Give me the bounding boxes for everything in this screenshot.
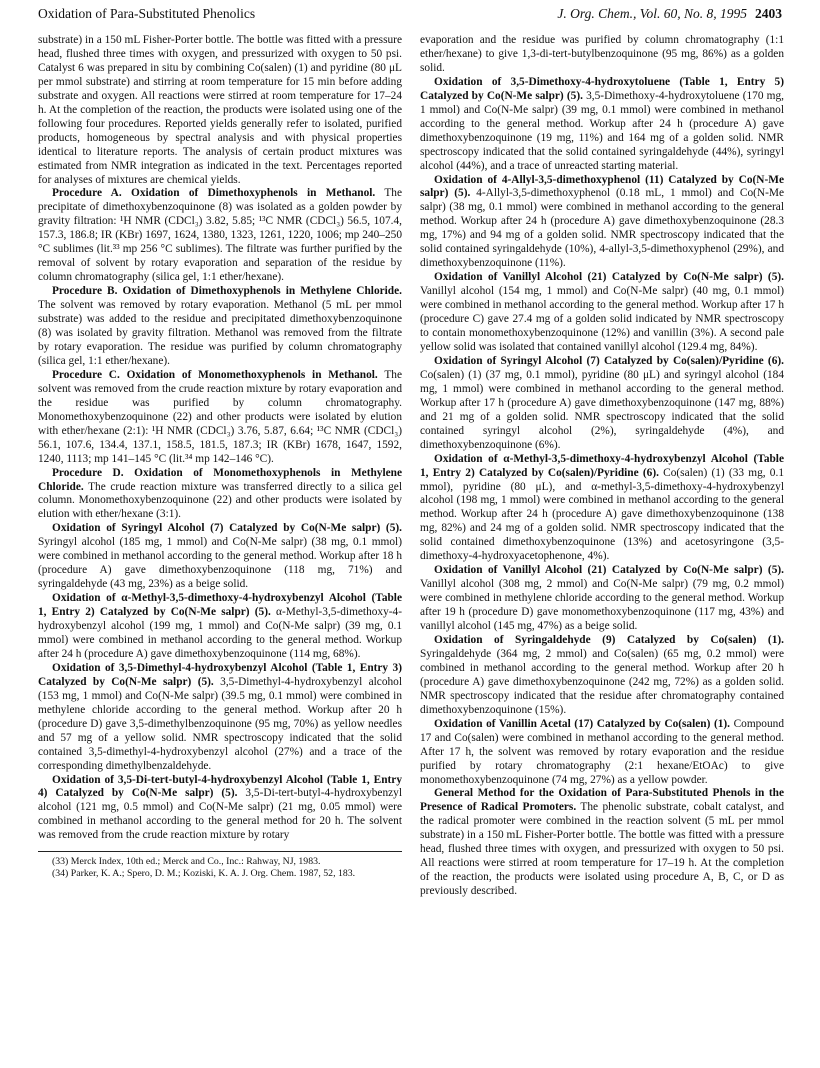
header-title: Oxidation of Para-Substituted Phenolics (38, 6, 256, 21)
paragraph (38, 187, 402, 285)
paragraph (420, 787, 784, 899)
paragraph (38, 592, 402, 662)
paragraph (420, 174, 784, 272)
header-citation: J. Org. Chem., Vol. 60, No. 8, 1995 (557, 6, 747, 21)
paragraph (38, 522, 402, 592)
footnotes (38, 851, 402, 880)
paragraph (420, 564, 784, 634)
paragraph (420, 76, 784, 174)
paragraph (420, 355, 784, 453)
paragraph-heading: Oxidation of 3,5-Di-tert-butyl-4-hydroxybenzyl Alcohol (Table 1, Entry 4) Catalyzed by Co(N-Me salpr) (5). (38, 773, 402, 800)
page-number: 2403 (755, 6, 782, 21)
paragraph-heading: Oxidation of Vanillyl Alcohol (21) Catalyzed by Co(N-Me salpr) (5). (434, 564, 784, 577)
paragraph-text: Syringyl alcohol (185 mg, 1 mmol) and Co(N-Me salpr) (38 mg, 0.1 mmol) were combined in methanol according to the general method. Workup after 18 h (procedure A) gave dimethoxybenzoquinone (118 mg, 71%) and syringaldehyde (43 mg, 23%) as a beige solid. (38, 536, 402, 591)
paragraph (420, 634, 784, 718)
paragraph-heading: Oxidation of 4-Allyl-3,5-dimethoxyphenol (11) Catalyzed by Co(N-Me salpr) (5). (420, 173, 784, 200)
paragraph (38, 467, 402, 523)
paragraph-heading: Procedure C. Oxidation of Monomethoxyphenols in Methanol. (52, 368, 378, 381)
paragraph-heading: General Method for the Oxidation of Para-Substituted Phenols in the Presence of Radical Promoters. (420, 787, 784, 814)
paragraph-text: The crude reaction mixture was transferred directly to a silica gel column. Monomethoxybenzoquinone (22) and other products were isolated by elution with ether/hexane (3:1). (38, 480, 402, 521)
paragraph-text: Co(salen) (1) (37 mg, 0.1 mmol), pyridine (80 μL) and syringyl alcohol (184 mg, 1 mmol) were combined in methanol according to the general method. Workup after 17 h (procedure A) gave dimethoxybenzoquinone (147 mg, 88%) and 21 mg of a golden solid. NMR spectroscopy indicated that the solid contained syringyl alcohol (2%), syringaldehyde (4%), and dimethoxybenzoquinone (6%). (420, 368, 784, 451)
paragraph (420, 718, 784, 788)
right-column (420, 34, 784, 899)
paragraph-text: The solvent was removed by rotary evaporation. Methanol (5 mL per mmol substrate) was added to the residue and precipitated dimethoxybenzoquinone (8) was isolated by gravity filtration. Methanol was removed from the filtrate by rotary evaporation. The residue was purified by column chromatography (silica gel, 1:1 ether/hexane). (38, 299, 402, 367)
paragraph (38, 369, 402, 467)
paragraph-text: 3,5-Dimethoxy-4-hydroxytoluene (170 mg, 1 mmol) and Co(N-Me salpr) (39 mg, 0.1 mmol) were combined in methanol according to the general method. Workup after 24 h (procedure A) gave dimethoxybenzoquinone (19 mg, 11%) and 164 mg of a golden solid. NMR spectroscopy indicated that the solid contained syringaldehyde (44%), syringyl alcohol (44%), and a trace of unreacted starting material. (420, 89, 784, 172)
paragraph-text: α-Methyl-3,5-dimethoxy-4-hydroxybenzyl alcohol (199 mg, 1 mmol) and Co(N-Me salpr) (39 mg, 0.1 mmol) were combined in methanol according to the general method. Workup after 24 h (procedure A) gave dimethoxybenzoquinone (114 mg, 68%). (38, 606, 402, 660)
paragraph (38, 662, 402, 774)
left-paragraphs (38, 34, 402, 843)
paragraph (38, 34, 402, 187)
paragraph-heading: Procedure D. Oxidation of Monomethoxyphenols in Methylene Chloride. (38, 466, 402, 493)
paragraph (420, 271, 784, 355)
header-journal (557, 6, 782, 22)
paragraph-text: 3,5-Dimethyl-4-hydroxybenzyl alcohol (153 mg, 1 mmol) and Co(N-Me salpr) (39.5 mg, 0.1 mmol) were combined in methylene chloride according to the general method. Workup after 20 h (procedure D) gave 3,5-dimethylbenzoquinone (95 mg, 70%) as yellow needles and 57 mg of a yellow solid. NMR spectroscopy indicated that the solid contained 3,5-dimethyl-4-hydroxybenzyl alcohol (27%) and a trace of the corresponding dimethylbenzaldehyde. (38, 675, 402, 772)
paragraph-text: Syringaldehyde (364 mg, 2 mmol) and Co(salen) (65 mg, 0.2 mmol) were combined in methanol according to the general method. Workup after 20 h (procedure A) gave dimethoxybenzoquinone (242 mg, 72%) as a golden solid. NMR spectroscopy indicated that the residue after chromatography contained dimethoxybenzoquinone (15%). (420, 647, 784, 716)
paragraph-text: Co(salen) (1) (33 mg, 0.1 mmol), pyridine (80 μL), and α-methyl-3,5-dimethoxy-4-hydroxybenzyl alcohol (198 mg, 1 mmol) were combined in methanol according to the general method. Workup after 24 h (procedure A) gave dimethoxybenzoquinone (138 mg, 82%) and 24 mg of a golden solid. NMR spectroscopy indicated that the solid contained dimethoxybenzoquinone (13%) and acetosyringone (3,5-dimethoxy-4-hydroxyacetophenone, 4%). (420, 466, 784, 563)
paragraph-text: The precipitate of dimethoxybenzoquinone (8) was isolated as a golden powder by gravity filtration: ¹H NMR (CDCl₃) 3.82, 5.85; ¹³C NMR (CDCl₃) 56.5, 107.4, 157.3, 186.8; IR (KBr) 1697, 1624, 1380, 1323, 1261, 1220, 1006; mp 240–250 °C sublimes (lit.³³ mp 256 °C sublimes). The filtrate was further purified by the removal of solvent by rotary evaporation and separation of the residue by column chromatography (silica gel, 1:1 ether/hexane). (38, 187, 402, 284)
paragraph-heading: Oxidation of Syringyl Alcohol (7) Catalyzed by Co(salen)/Pyridine (6). (434, 354, 784, 367)
paragraph-text: Vanillyl alcohol (308 mg, 2 mmol) and Co(N-Me salpr) (79 mg, 0.2 mmol) were combined in methylene chloride according to the general method. Workup after 19 h (procedure D) gave monomethoxybenzoquinone (117 mg, 43%) and vanillyl alcohol (145 mg, 47%) as a beige solid. (420, 578, 784, 633)
paragraph-heading: Oxidation of α-Methyl-3,5-dimethoxy-4-hydroxybenzyl Alcohol (Table 1, Entry 2) Catalyzed by Co(salen)/Pyridine (6). (420, 452, 784, 479)
paragraph-heading: Oxidation of Syringyl Alcohol (7) Catalyzed by Co(N-Me salpr) (5). (52, 522, 402, 535)
running-header (38, 6, 782, 28)
paragraph-heading: Oxidation of Vanillyl Alcohol (21) Catalyzed by Co(N-Me salpr) (5). (434, 271, 784, 284)
footnote: (34) Parker, K. A.; Spero, D. M.; Koziski, K. A. J. Org. Chem. 1987, 52, 183. (52, 868, 356, 880)
left-column (38, 34, 402, 880)
paragraph (38, 774, 402, 844)
paragraph-text: 3,5-Di-tert-butyl-4-hydroxybenzyl alcohol (121 mg, 0.5 mmol) and Co(N-Me salpr) (21 mg, 0.05 mmol) were combined in methanol according to the general method for 20 h. The solvent was removed from the crude reaction mixture by rotary (38, 787, 402, 842)
paragraph-heading: Oxidation of Syringaldehyde (9) Catalyzed by Co(salen) (1). (434, 633, 784, 646)
paragraph-heading: Oxidation of 3,5-Dimethyl-4-hydroxybenzyl Alcohol (Table 1, Entry 3) Catalyzed by Co(N-Me salpr) (5). (38, 661, 402, 688)
paragraph (420, 453, 784, 565)
paragraph-text: Compound 17 and Co(salen) were combined in methanol according to the general method. After 17 h, the solvent was removed by rotary evaporation and the residue purified by rotary chromatography (2:1 hexane/EtOAc) to give monomethoxybenzoquinone (74 mg, 27%) as a yellow powder. (420, 717, 784, 786)
paragraph-text: Vanillyl alcohol (154 mg, 1 mmol) and Co(N-Me salpr) (40 mg, 0.1 mmol) were combined in methanol according to the general method. Workup after 17 h (procedure C) gave 27.4 mg of a golden solid indicated by NMR spectroscopy to contain monomethoxybenzoquinone (12%) and vanillin (3%). A second pale yellow solid was isolated that contained vanillyl alcohol (129.4 mg, 84%). (420, 285, 784, 353)
paragraph-heading: Oxidation of Vanillin Acetal (17) Catalyzed by Co(salen) (1). (434, 717, 731, 730)
paragraph-heading: Procedure B. Oxidation of Dimethoxyphenols in Methylene Chloride. (52, 285, 402, 298)
paragraph (38, 285, 402, 369)
paragraph-heading: Oxidation of α-Methyl-3,5-dimethoxy-4-hydroxybenzyl Alcohol (Table 1, Entry 2) Catalyzed by Co(N-Me salpr) (5). (38, 592, 402, 619)
paragraph-heading: Oxidation of 3,5-Dimethoxy-4-hydroxytoluene (Table 1, Entry 5) Catalyzed by Co(N-Me salpr) (5). (420, 75, 784, 102)
paragraph-text: The phenolic substrate, cobalt catalyst, and the radical promoter were combined in the reaction solvent (5 mL per mmol substrate) in a 150 mL Fisher-Porter bottle. The bottle was fitted with a pressure head, flushed three times with oxygen, and pressurized with oxygen to 50 psi. All reactions were stirred at room temperature for 17–19 h. At the completion of the reaction, the products were isolated using procedure A, B, C, or D as previously described. (420, 801, 784, 898)
footnote: (33) Merck Index, 10th ed.; Merck and Co., Inc.: Rahway, NJ, 1983. (52, 856, 321, 868)
paragraph-text: 4-Allyl-3,5-dimethoxyphenol (0.18 mL, 1 mmol) and Co(N-Me salpr) (38 mg, 0.1 mmol) were combined in methanol according to the general method. Workup after 24 h (procedure A) gave dimethoxybenzoquinone (28.3 mg, 17%) and 94 mg of a golden solid. NMR spectroscopy indicated that the solid contained syringaldehyde (10%), 4-allyl-3,5-dimethoxyphenol (29%), and dimethoxybenzoquinone (11%). (420, 187, 784, 270)
paragraph-text: evaporation and the residue was purified by column chromatography (1:1 ether/hexane) to give 1,3-di-tert-butylbenzoquinone (95 mg, 86%) as a golden solid. (420, 34, 784, 74)
right-paragraphs (420, 34, 784, 899)
paragraph-text: The solvent was removed from the crude reaction mixture by rotary evaporation and the residue was purified by column chromatography. Monomethoxybenzoquinone (22) and other products were isolated by elution with ether/hexane (2:1): ¹H NMR (CDCl₃) 3.76, 5.87, 6.64; ¹³C NMR (CDCl₃) 56.1, 107.6, 134.4, 137.1, 158.5, 181.5, 187.3; IR (KBr) 1678, 1647, 1592, 1240, 1113; mp 141–145 °C (lit.³⁴ mp 142–146 °C). (38, 368, 402, 465)
paragraph-heading: Procedure A. Oxidation of Dimethoxyphenols in Methanol. (52, 187, 376, 200)
paragraph (420, 34, 784, 76)
paragraph-text: substrate) in a 150 mL Fisher-Porter bottle. The bottle was fitted with a pressure head, flushed three times with oxygen, and pressurized with oxygen to 50 psi. Catalyst 6 was prepared in situ by combining Co(salen) (1) and pyridine (80 μL per mmol substrate) and stirring at room temperature for 15 min before adding substrate and oxygen. All reactions were stirred at room temperature for 17–24 h. At the completion of the reaction, the products were isolated using one of the following four procedures. Reported yields generally refer to isolated, purified products, homogeneous by spectral analysis and with physical properties identical to literature reports. The analysis of certain product mixtures was estimated from NMR integration as indicated in the text. Percentages reported for analyses of mixtures are chemical yields. (38, 34, 402, 186)
